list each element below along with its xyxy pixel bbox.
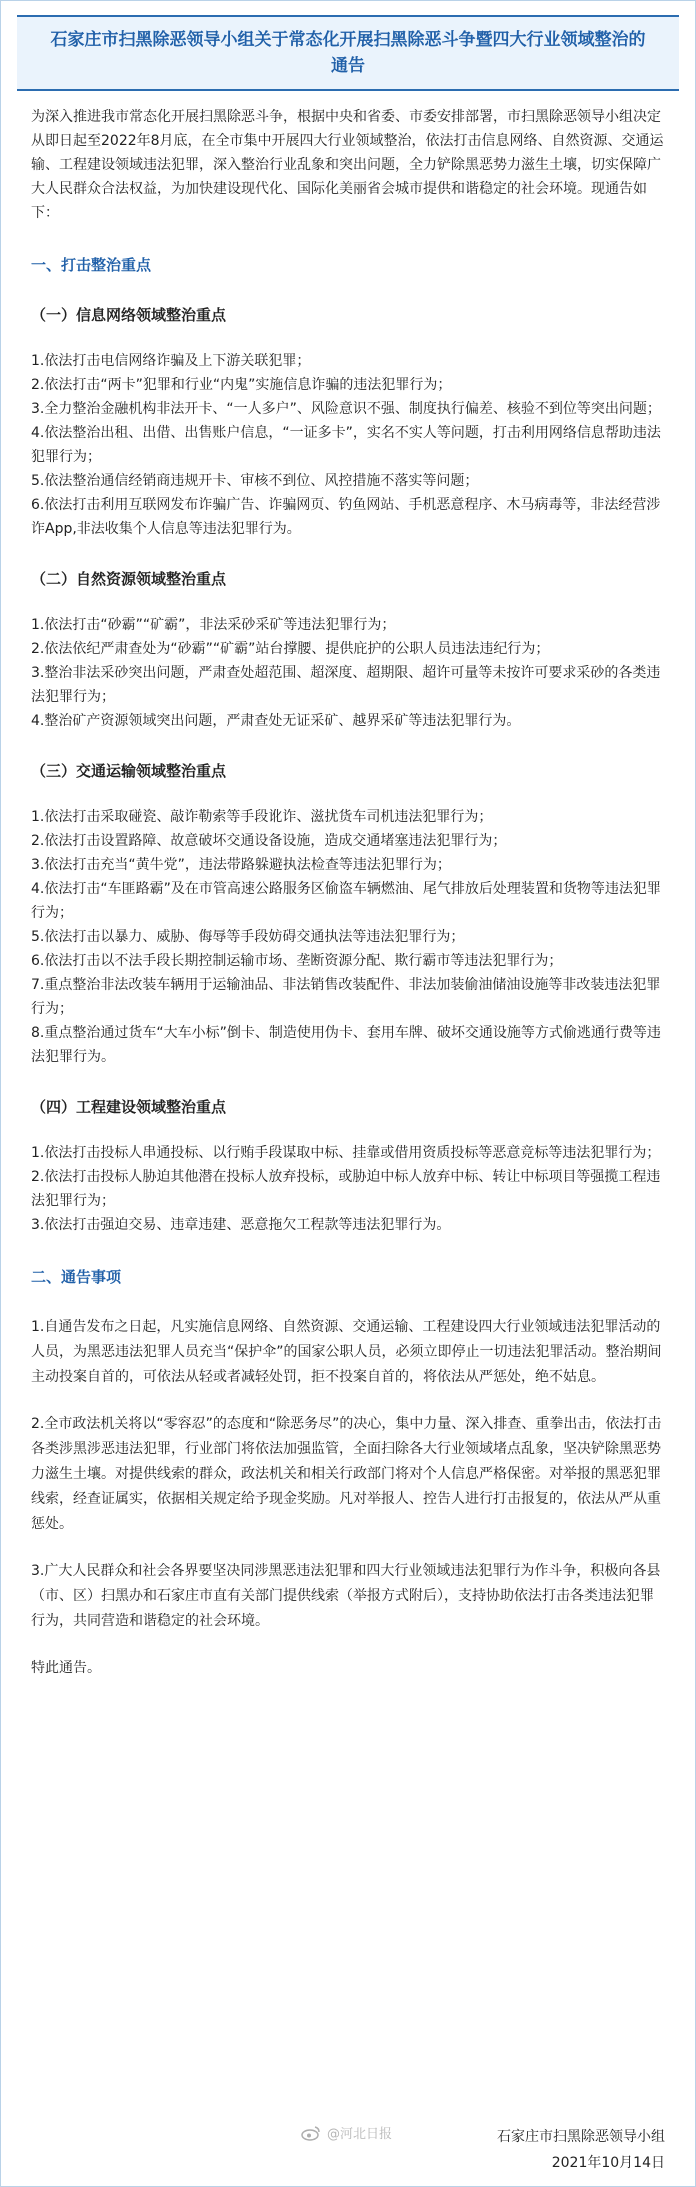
list-item: 5.依法打击以暴力、威胁、侮辱等手段妨碍交通执法等违法犯罪行为；	[31, 929, 465, 945]
title-box	[17, 15, 679, 91]
list-item: 4.依法整治出租、出借、出售账户信息，“一证多卡”，实名不实人等问题，打击利用网络信息帮助违法犯罪行为；	[31, 425, 661, 465]
intro-paragraph: 为深入推进我市常态化开展扫黑除恶斗争，根据中央和省委、市委安排部署，市扫黑除恶领导小组决定从即日起至2022年8月底，在全市集中开展四大行业领域整治，依法打击信息网络、自然资源、交通运输、工程建设领域违法犯罪，深入整治行业乱象和突出问题，全力铲除黑恶势力滋生土壤，切实保障广大人民群众合法权益，为加快建设现代化、国际化美丽省会城市提供和谐稳定的社会环境。现通告如下：	[31, 109, 664, 221]
signature-org: 石家庄市扫黑除恶领导小组	[497, 2129, 665, 2145]
notice-content	[1, 105, 695, 1680]
group-natural-resources	[31, 567, 665, 733]
section1-heading: 一、打击整治重点	[31, 256, 152, 274]
list-item: 3.依法打击强迫交易、违章违建、恶意拖欠工程款等违法犯罪行为。	[31, 1217, 451, 1233]
signature-block	[497, 2124, 665, 2176]
watermark	[301, 2123, 392, 2142]
notice-item: 2.全市政法机关将以“零容忍”的态度和“除恶务尽”的决心，集中力量、深入排查、重拳出击，依法打击各类涉黑涉恶违法犯罪，行业部门将依法加强监管，全面扫除各大行业领域堵点乱象，坚决铲除黑恶势力滋生土壤。对提供线索的群众，政法机关和相关行政部门将对个人信息严格保密。对举报的黑恶犯罪线索，经查证属实，依据相关规定给予现金奖励。凡对举报人、控告人进行打击报复的，依法从严从重惩处。	[31, 1416, 662, 1532]
section2-heading: 二、通告事项	[31, 1268, 122, 1286]
list-item: 4.整治矿产资源领域突出问题，严肃查处无证采矿、越界采矿等违法犯罪行为。	[31, 713, 521, 729]
group-heading: （四）工程建设领域整治重点	[31, 1098, 227, 1116]
list-item: 2.依法打击“两卡”犯罪和行业“内鬼”实施信息诈骗的违法犯罪行为；	[31, 377, 452, 393]
list-item: 1.依法打击投标人串通投标、以行贿手段谋取中标、挂靠或借用资质投标等恶意竞标等违法犯罪行为；	[31, 1145, 661, 1161]
list-item: 2.依法打击设置路障、故意破坏交通设备设施，造成交通堵塞违法犯罪行为；	[31, 833, 507, 849]
list-item: 1.依法打击“砂霸”“矿霸”，非法采砂采矿等违法犯罪行为；	[31, 617, 396, 633]
list-item: 1.依法打击电信网络诈骗及上下游关联犯罪；	[31, 353, 311, 369]
watermark-text: @河北日报	[327, 2127, 393, 2142]
list-item: 3.全力整治金融机构非法开卡、“一人多户”、风险意识不强、制度执行偏差、核验不到位等突出问题；	[31, 401, 661, 417]
list-item: 5.依法整治通信经销商违规开卡、审核不到位、风控措施不落实等问题；	[31, 473, 479, 489]
list-item: 2.依法打击投标人胁迫其他潜在投标人放弃投标，或胁迫中标人放弃中标、转让中标项目等强揽工程违法犯罪行为；	[31, 1169, 661, 1209]
list-item: 3.依法打击充当“黄牛党”，违法带路躲避执法检查等违法犯罪行为；	[31, 857, 451, 873]
notice-item: 3.广大人民群众和社会各界要坚决同涉黑恶违法犯罪和四大行业领域违法犯罪行为作斗争，积极向各县（市、区）扫黑办和石家庄市直有关部门提供线索（举报方式附后），支持协助依法打击各类违法犯罪行为，共同营造和谐稳定的社会环境。	[31, 1563, 661, 1629]
group-heading: （二）自然资源领域整治重点	[31, 570, 227, 588]
list-item: 3.整治非法采砂突出问题，严肃查处超范围、超深度、超期限、超许可量等未按许可要求采砂的各类违法犯罪行为；	[31, 665, 661, 705]
group-heading: （一）信息网络领域整治重点	[31, 306, 227, 324]
group-transportation	[31, 759, 665, 1069]
list-item: 4.依法打击“车匪路霸”及在市管高速公路服务区偷盗车辆燃油、尾气排放后处理装置和货物等违法犯罪行为；	[31, 881, 661, 921]
group-heading: （三）交通运输领域整治重点	[31, 762, 227, 780]
group-engineering	[31, 1095, 665, 1237]
signature-date: 2021年10月14日	[551, 2155, 665, 2171]
list-item: 1.依法打击采取碰瓷、敲诈勒索等手段讹诈、滋扰货车司机违法犯罪行为；	[31, 809, 493, 825]
weibo-icon	[301, 2125, 321, 2141]
notice-title-line1: 石家庄市扫黑除恶领导小组关于常态化开展扫黑除恶斗争暨四大行业领域整治的	[50, 30, 646, 50]
list-item: 6.依法打击利用互联网发布诈骗广告、诈骗网页、钓鱼网站、手机恶意程序、木马病毒等，非法经营涉诈App,非法收集个人信息等违法犯罪行为。	[31, 497, 661, 537]
list-item: 8.重点整治通过货车“大车小标”倒卡、制造使用伪卡、套用车牌、破坏交通设施等方式偷逃通行费等违法犯罪行为。	[31, 1025, 661, 1065]
group-info-network	[31, 303, 665, 541]
list-item: 6.依法打击以不法手段长期控制运输市场、垄断资源分配、欺行霸市等违法犯罪行为；	[31, 953, 563, 969]
closing-text: 特此通告。	[31, 1660, 101, 1676]
notice-title-line2: 通告	[331, 56, 365, 76]
list-item: 7.重点整治非法改装车辆用于运输油品、非法销售改装配件、非法加装偷油储油设施等非改装违法犯罪行为；	[31, 977, 661, 1017]
list-item: 2.依法依纪严肃查处为“砂霸”“矿霸”站台撑腰、提供庇护的公职人员违法违纪行为；	[31, 641, 550, 657]
notice-item: 1.自通告发布之日起，凡实施信息网络、自然资源、交通运输、工程建设四大行业领域违法犯罪活动的人员，为黑恶违法犯罪人员充当“保护伞”的国家公职人员，必须立即停止一切违法犯罪活动。整治期间主动投案自首的，可依法从轻或者减轻处罚，拒不投案自首的，将依法从严惩处，绝不姑息。	[31, 1319, 662, 1385]
